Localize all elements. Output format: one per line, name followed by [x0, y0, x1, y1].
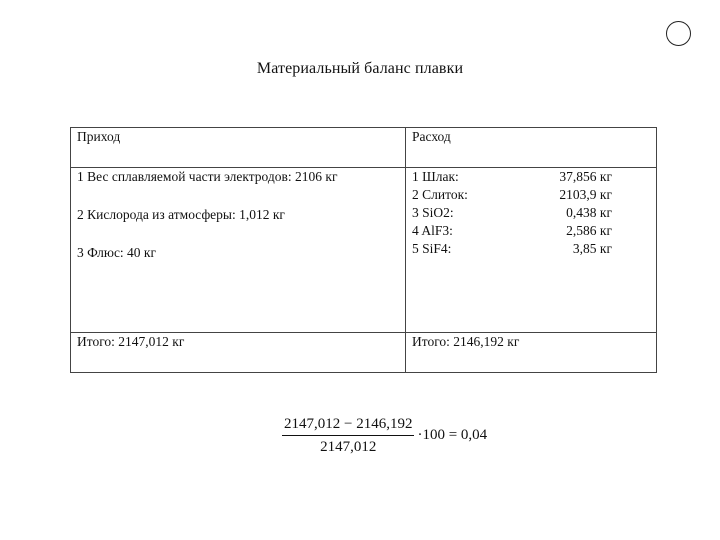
income-item: 1 Вес сплавляемой части электродов: 2106 кг: [77, 169, 338, 184]
formula-numerator: 2147,012 − 2146,192: [282, 415, 414, 436]
expense-cell: [406, 168, 657, 333]
expense-item: [412, 186, 650, 204]
expense-item: [412, 168, 650, 186]
formula-result: ·100 = 0,04: [417, 427, 488, 443]
expense-item-value: 3,85 кг: [572, 241, 612, 256]
page-title: Материальный баланс плавки: [256, 60, 464, 77]
formula-fraction: [282, 415, 414, 456]
expense-item-value: 37,856 кг: [559, 169, 612, 184]
expense-item-name: 5 SiF4:: [412, 241, 452, 256]
table-total-row: [71, 333, 657, 373]
income-item: 3 Флюс: 40 кг: [77, 245, 157, 260]
income-cell: [71, 168, 406, 333]
expense-item-name: 2 Слиток:: [412, 187, 468, 202]
balance-table: [70, 127, 657, 373]
expense-total: Итого: 2146,192 кг: [406, 333, 657, 373]
table-body-row: [71, 168, 657, 333]
expense-item: [412, 204, 650, 222]
deviation-formula: [282, 410, 487, 460]
expense-header: Расход: [406, 128, 657, 168]
income-header: Приход: [71, 128, 406, 168]
income-total: Итого: 2147,012 кг: [71, 333, 406, 373]
expense-item-value: 2103,9 кг: [559, 187, 612, 202]
expense-item-name: 3 SiO2:: [412, 205, 454, 220]
formula-denominator: 2147,012: [320, 438, 377, 455]
expense-item-value: 2,586 кг: [566, 223, 612, 238]
slide-number-circle: [666, 21, 691, 46]
expense-item: [412, 240, 650, 258]
expense-item-value: 0,438 кг: [566, 205, 612, 220]
expense-item: [412, 222, 650, 240]
expense-item-name: 4 AlF3:: [412, 223, 453, 238]
expense-item-name: 1 Шлак:: [412, 169, 459, 184]
table-header-row: [71, 128, 657, 168]
income-item: 2 Кислорода из атмосферы: 1,012 кг: [77, 207, 285, 222]
